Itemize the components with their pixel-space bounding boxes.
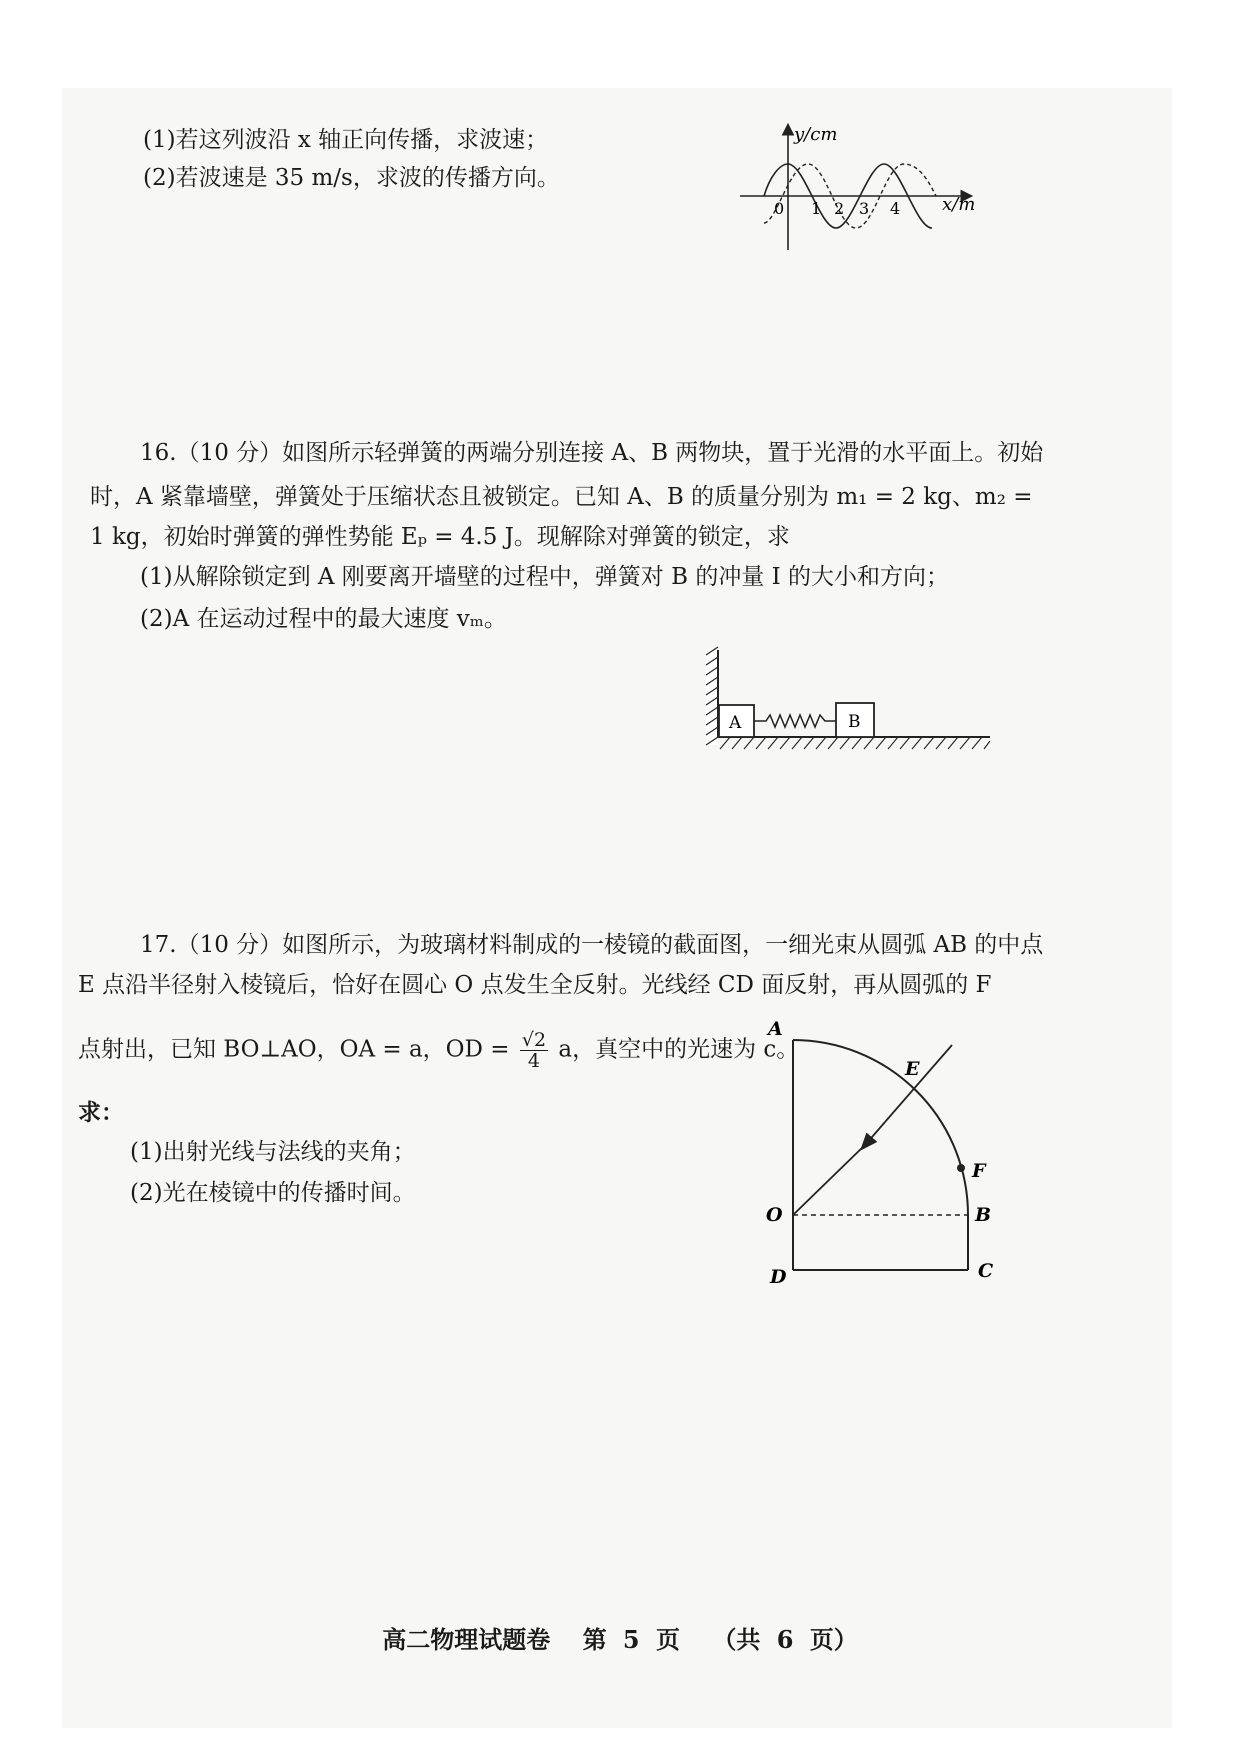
q17-part2: (2)光在棱镜中的传播时间。 — [130, 1180, 416, 1206]
label-e: E — [905, 1058, 920, 1080]
origin-label: 0 — [774, 199, 785, 218]
q17-line3-post: a，真空中的光速为 c。 — [558, 1036, 800, 1063]
q17-line3-pre: 点射出，已知 BO⊥AO，OA = a，OD = — [78, 1036, 510, 1063]
label-d: D — [770, 1266, 787, 1288]
q17-line2: E 点沿半径射入棱镜后，恰好在圆心 O 点发生全反射。光线经 CD 面反射，再从圆弧的 F — [78, 972, 992, 998]
label-c: C — [978, 1260, 994, 1282]
incident-ray-outside — [885, 1045, 952, 1122]
q17-line1: 17.（10 分）如图所示，为玻璃材料制成的一棱镜的截面图，一细光束从圆弧 AB 的中点 — [140, 932, 1044, 958]
q16-part1: (1)从解除锁定到 A 刚要离开墙壁的过程中，弹簧对 B 的冲量 I 的大小和方向； — [140, 564, 950, 590]
q16-part2: (2)A 在运动过程中的最大速度 vₘ。 — [140, 606, 507, 632]
fraction-numerator: √2 — [521, 1029, 547, 1051]
ray-arrow — [866, 1122, 885, 1144]
ray-to-o — [793, 1144, 866, 1215]
x-tick-label: 1 — [811, 199, 822, 218]
prism-figure — [760, 1015, 1010, 1299]
q17-line3 — [78, 1030, 799, 1071]
floor-hatching — [720, 737, 990, 749]
x-tick-label: 4 — [890, 199, 901, 218]
y-axis-label: y/cm — [794, 124, 838, 145]
point-f — [957, 1164, 965, 1172]
fraction — [520, 1030, 548, 1071]
footer-page: 第 5 页 — [582, 1625, 680, 1654]
q16-line2: 时，A 紧靠墙壁，弹簧处于压缩状态且被锁定。已知 A、B 的质量分别为 m₁ = 2 kg、m₂ = — [90, 484, 1033, 510]
x-tick-label: 2 — [834, 199, 845, 218]
footer-total: （共 6 页） — [712, 1625, 858, 1654]
x-axis-label: x/m — [942, 194, 976, 215]
label-f: F — [972, 1160, 986, 1182]
block-b-label: B — [848, 712, 861, 732]
footer-title: 高二物理试题卷 — [382, 1625, 551, 1654]
block-a-label: A — [729, 713, 742, 733]
exam-paper — [62, 88, 1172, 1728]
wave-figure — [730, 118, 990, 262]
q17-ask: 求： — [78, 1099, 124, 1126]
page-footer — [0, 1620, 1240, 1655]
q16-line3: 1 kg，初始时弹簧的弹性势能 Eₚ = 4.5 J。现解除对弹簧的锁定，求 — [90, 524, 790, 550]
label-b: B — [975, 1204, 992, 1226]
q15-part1: (1)若这列波沿 x 轴正向传播，求波速； — [143, 127, 549, 153]
spring-figure — [700, 645, 1000, 764]
x-tick-label: 3 — [859, 199, 870, 218]
label-o: O — [766, 1204, 783, 1226]
q16-line1: 16.（10 分）如图所示轻弹簧的两端分别连接 A、B 两物块，置于光滑的水平面上。初始 — [140, 440, 1044, 466]
q17-part1: (1)出射光线与法线的夹角； — [130, 1139, 416, 1165]
q15-part2: (2)若波速是 35 m/s，求波的传播方向。 — [143, 165, 560, 191]
spring — [754, 715, 836, 727]
fraction-denominator: 4 — [527, 1050, 540, 1072]
label-a: A — [768, 1018, 783, 1040]
